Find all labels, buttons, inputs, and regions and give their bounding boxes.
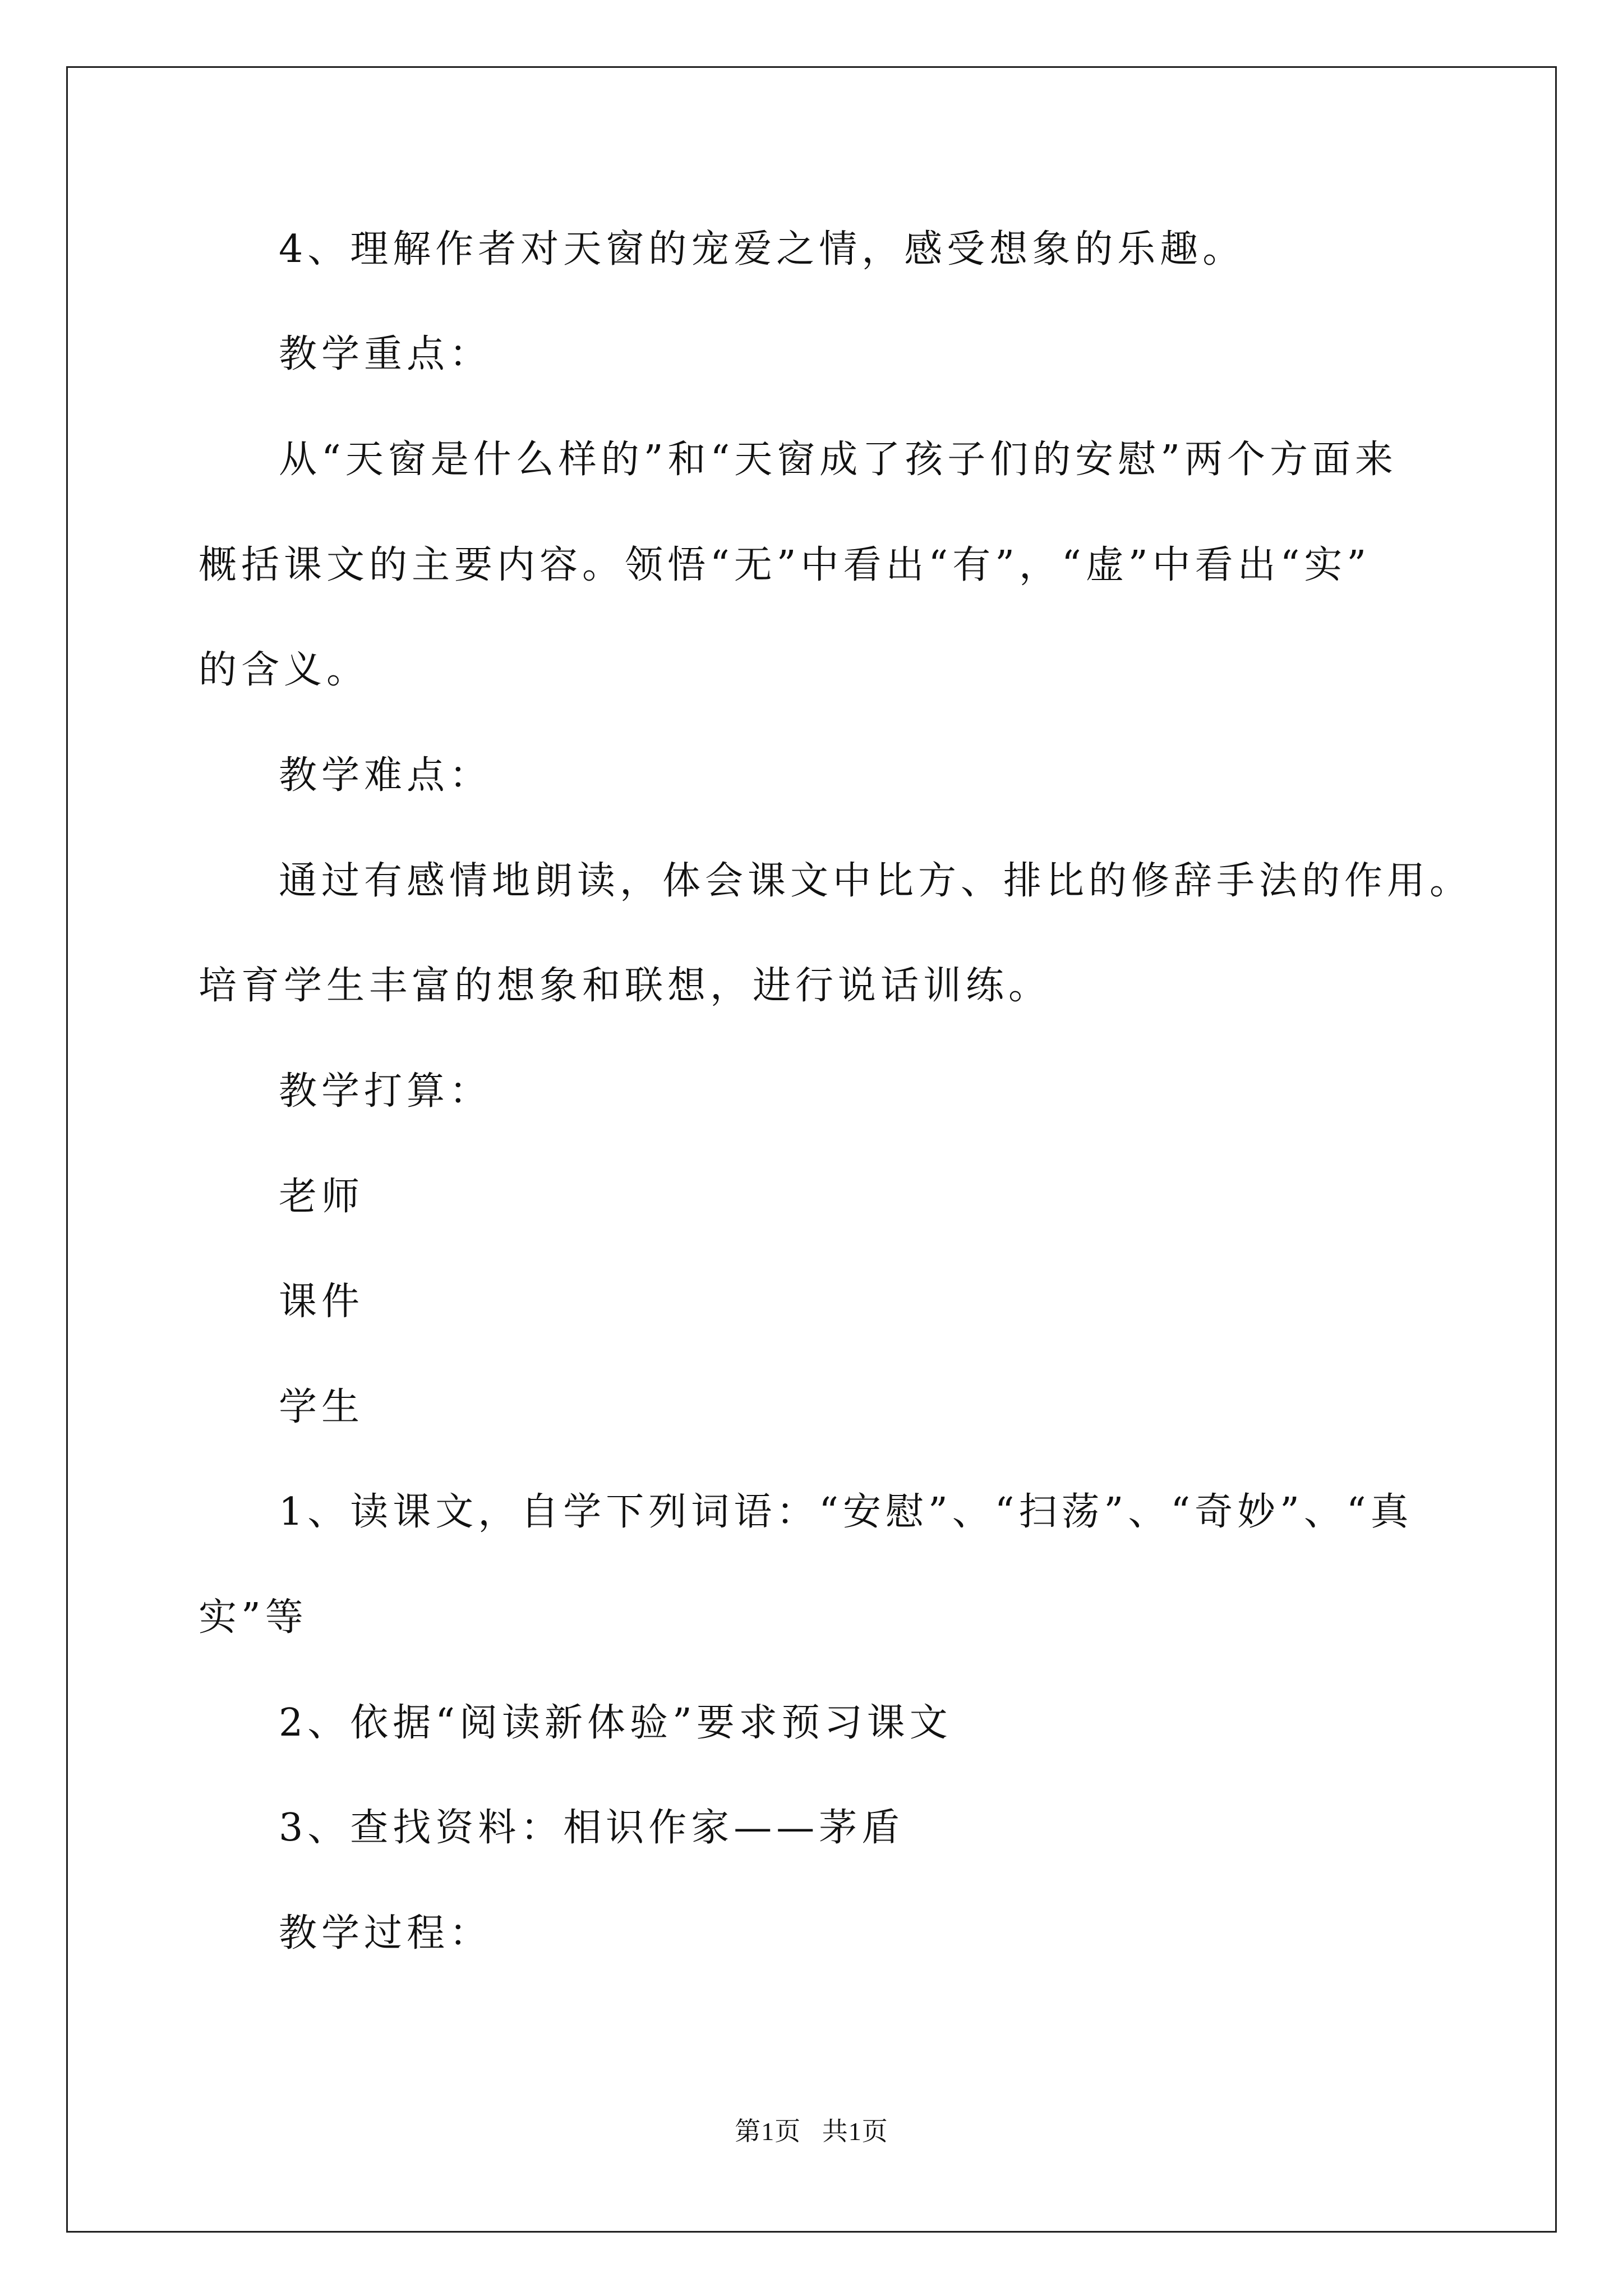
text-line: 从“天窗是什么样的”和“天窗成了孩子们的安慰”两个方面来 (279, 438, 1398, 482)
text-line: 教学过程： (279, 1911, 492, 1955)
text-line: 的含义。 (199, 648, 370, 692)
page-number-footer: 第1页 共1页 (735, 2117, 888, 2146)
text-line: 实”等 (199, 1595, 308, 1640)
text-line: 2、依据“阅读新体验”要求预习课文 (279, 1701, 952, 1745)
text-line: 老师 (279, 1175, 365, 1219)
text-line: 3、查找资料：相识作家——茅盾 (279, 1806, 905, 1850)
text-line: 教学重点： (279, 332, 492, 376)
text-line: 概括课文的主要内容。领悟“无”中看出“有”，“虚”中看出“实” (199, 543, 1371, 587)
text-line: 教学难点： (279, 753, 492, 798)
page-border (66, 66, 1557, 2233)
text-line: 1、读课文，自学下列词语：“安慰”、“扫荡”、“奇妙”、“真 (279, 1490, 1413, 1534)
text-line: 培育学生丰富的想象和联想，进行说话训练。 (199, 964, 1052, 1008)
text-line: 课件 (279, 1280, 365, 1324)
text-line: 4、理解作者对天窗的宠爱之情，感受想象的乐趣。 (279, 227, 1246, 272)
text-line: 教学打算： (279, 1069, 492, 1114)
text-line: 学生 (279, 1385, 365, 1429)
text-line: 通过有感情地朗读，体会课文中比方、排比的修辞手法的作用。 (279, 859, 1473, 903)
